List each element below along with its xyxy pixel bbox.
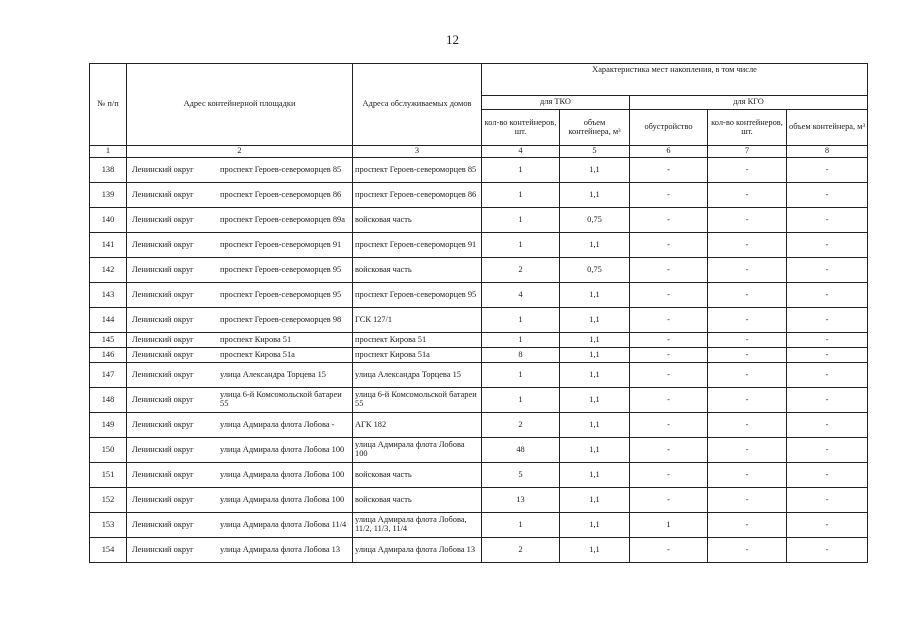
- table-row: [90, 183, 868, 208]
- street: проспект Героев-североморцев 95: [220, 289, 342, 299]
- row-num: 152: [90, 488, 127, 513]
- served-houses: проспект Кирова 51а: [353, 348, 482, 363]
- row-num: 139: [90, 183, 127, 208]
- street: проспект Кирова 51а: [220, 349, 295, 359]
- district: Ленинский округ: [132, 189, 194, 199]
- street: улица Адмирала флота Лобова -: [220, 419, 335, 429]
- kgo-count: -: [708, 308, 787, 333]
- header-kgo: для КГО: [630, 96, 868, 110]
- kgo-setup: -: [630, 538, 708, 563]
- tko-volume: 1,1: [560, 513, 630, 538]
- district: Ленинский округ: [132, 164, 194, 174]
- kgo-setup: -: [630, 333, 708, 348]
- row-num: 141: [90, 233, 127, 258]
- tko-count: 1: [482, 233, 560, 258]
- kgo-volume: -: [787, 308, 868, 333]
- table-row: [90, 388, 868, 413]
- col-number: 5: [560, 146, 630, 158]
- kgo-volume: -: [787, 333, 868, 348]
- kgo-setup: -: [630, 348, 708, 363]
- kgo-count: -: [708, 283, 787, 308]
- site-address: [127, 348, 353, 363]
- site-address: [127, 208, 353, 233]
- tko-count: 5: [482, 463, 560, 488]
- row-num: 143: [90, 283, 127, 308]
- header-tko: для ТКО: [482, 96, 630, 110]
- kgo-setup: -: [630, 488, 708, 513]
- tko-volume: 0,75: [560, 208, 630, 233]
- street: проспект Героев-североморцев 95: [220, 264, 342, 274]
- kgo-count: -: [708, 538, 787, 563]
- district: Ленинский округ: [132, 544, 194, 554]
- kgo-setup: -: [630, 283, 708, 308]
- tko-volume: 1,1: [560, 363, 630, 388]
- kgo-count: -: [708, 513, 787, 538]
- header-kgo-setup: обустройство: [630, 110, 708, 146]
- street: проспект Героев-североморцев 89а: [220, 214, 345, 224]
- kgo-setup: -: [630, 158, 708, 183]
- served-houses: улица 6-й Комсомольской батареи 55: [353, 388, 482, 413]
- kgo-volume: -: [787, 363, 868, 388]
- served-houses: войсковая часть: [353, 488, 482, 513]
- table-row: [90, 258, 868, 283]
- kgo-setup: -: [630, 208, 708, 233]
- tko-volume: 1,1: [560, 348, 630, 363]
- district: Ленинский округ: [132, 369, 194, 379]
- site-address: [127, 258, 353, 283]
- col-number: 8: [787, 146, 868, 158]
- tko-volume: 1,1: [560, 438, 630, 463]
- row-num: 151: [90, 463, 127, 488]
- served-houses: улица Александра Торцева 15: [353, 363, 482, 388]
- kgo-setup: -: [630, 363, 708, 388]
- row-num: 147: [90, 363, 127, 388]
- tko-count: 13: [482, 488, 560, 513]
- street: улица Адмирала флота Лобова 100: [220, 444, 345, 454]
- site-address: [127, 538, 353, 563]
- served-houses: ГСК 127/1: [353, 308, 482, 333]
- table-row: [90, 413, 868, 438]
- table-row: [90, 308, 868, 333]
- tko-count: 2: [482, 413, 560, 438]
- tko-volume: 0,75: [560, 258, 630, 283]
- site-address: [127, 333, 353, 348]
- kgo-count: -: [708, 183, 787, 208]
- site-address: [127, 413, 353, 438]
- kgo-count: -: [708, 388, 787, 413]
- table-row: [90, 208, 868, 233]
- tko-count: 1: [482, 363, 560, 388]
- header-kgo-count: кол-во контейнеров, шт.: [708, 110, 787, 146]
- site-address: [127, 363, 353, 388]
- served-houses: улица Адмирала флота Лобова, 11/2, 11/3, 11/4: [353, 513, 482, 538]
- kgo-setup: -: [630, 463, 708, 488]
- kgo-setup: -: [630, 388, 708, 413]
- row-num: 146: [90, 348, 127, 363]
- tko-volume: 1,1: [560, 183, 630, 208]
- district: Ленинский округ: [132, 264, 194, 274]
- district: Ленинский округ: [132, 334, 194, 344]
- street: проспект Кирова 51: [220, 334, 292, 344]
- district: Ленинский округ: [132, 469, 194, 479]
- row-num: 145: [90, 333, 127, 348]
- kgo-setup: -: [630, 308, 708, 333]
- site-address: [127, 438, 353, 463]
- street: улица Александра Торцева 15: [220, 369, 326, 379]
- tko-count: 48: [482, 438, 560, 463]
- kgo-volume: -: [787, 183, 868, 208]
- row-num: 144: [90, 308, 127, 333]
- kgo-volume: -: [787, 388, 868, 413]
- district: Ленинский округ: [132, 394, 194, 404]
- tko-volume: 1,1: [560, 388, 630, 413]
- table-row: [90, 233, 868, 258]
- tko-count: 1: [482, 158, 560, 183]
- site-address: [127, 283, 353, 308]
- tko-volume: 1,1: [560, 488, 630, 513]
- kgo-setup: -: [630, 438, 708, 463]
- col-number: 3: [353, 146, 482, 158]
- kgo-count: -: [708, 413, 787, 438]
- served-houses: проспект Героев-североморцев 85: [353, 158, 482, 183]
- district: Ленинский округ: [132, 444, 194, 454]
- served-houses: войсковая часть: [353, 258, 482, 283]
- tko-count: 4: [482, 283, 560, 308]
- tko-count: 1: [482, 308, 560, 333]
- served-houses: проспект Героев-североморцев 91: [353, 233, 482, 258]
- tko-volume: 1,1: [560, 333, 630, 348]
- header-tko-count: кол-во контейнеров, шт.: [482, 110, 560, 146]
- street: проспект Героев-североморцев 98: [220, 314, 342, 324]
- street: проспект Героев-североморцев 86: [220, 189, 342, 199]
- site-address: [127, 463, 353, 488]
- served-houses: проспект Героев-североморцев 86: [353, 183, 482, 208]
- served-houses: улица Адмирала флота Лобова 100: [353, 438, 482, 463]
- served-houses: проспект Кирова 51: [353, 333, 482, 348]
- table-row: [90, 283, 868, 308]
- served-houses: войсковая часть: [353, 463, 482, 488]
- site-address: [127, 513, 353, 538]
- street: улица Адмирала флота Лобова 100: [220, 469, 345, 479]
- served-houses: войсковая часть: [353, 208, 482, 233]
- street: проспект Героев-североморцев 85: [220, 164, 342, 174]
- tko-volume: 1,1: [560, 463, 630, 488]
- row-num: 138: [90, 158, 127, 183]
- site-address: [127, 308, 353, 333]
- kgo-volume: -: [787, 463, 868, 488]
- served-houses: проспект Героев-североморцев 95: [353, 283, 482, 308]
- kgo-setup: -: [630, 413, 708, 438]
- table-row: [90, 333, 868, 348]
- table-row: [90, 463, 868, 488]
- tko-volume: 1,1: [560, 308, 630, 333]
- kgo-volume: -: [787, 538, 868, 563]
- col-number: 2: [127, 146, 353, 158]
- kgo-count: -: [708, 333, 787, 348]
- row-num: 150: [90, 438, 127, 463]
- site-address: [127, 158, 353, 183]
- street: улица Адмирала флота Лобова 100: [220, 494, 345, 504]
- kgo-volume: -: [787, 283, 868, 308]
- kgo-count: -: [708, 363, 787, 388]
- table-row: [90, 488, 868, 513]
- col-number: 7: [708, 146, 787, 158]
- tko-count: 1: [482, 183, 560, 208]
- site-address: [127, 183, 353, 208]
- tko-count: 1: [482, 513, 560, 538]
- row-num: 148: [90, 388, 127, 413]
- kgo-count: -: [708, 158, 787, 183]
- kgo-volume: -: [787, 488, 868, 513]
- tko-volume: 1,1: [560, 413, 630, 438]
- site-address: [127, 488, 353, 513]
- kgo-count: -: [708, 438, 787, 463]
- tko-count: 1: [482, 208, 560, 233]
- kgo-volume: -: [787, 158, 868, 183]
- col-number: 1: [90, 146, 127, 158]
- tko-volume: 1,1: [560, 283, 630, 308]
- table-row: [90, 348, 868, 363]
- district: Ленинский округ: [132, 289, 194, 299]
- tko-volume: 1,1: [560, 233, 630, 258]
- district: Ленинский округ: [132, 519, 194, 529]
- served-houses: улица Адмирала флота Лобова 13: [353, 538, 482, 563]
- tko-count: 2: [482, 538, 560, 563]
- kgo-volume: -: [787, 233, 868, 258]
- kgo-setup: 1: [630, 513, 708, 538]
- kgo-count: -: [708, 488, 787, 513]
- header-kgo-volume: объем контейнера, м³: [787, 110, 868, 146]
- header-address: Адрес контейнерной площадки: [127, 64, 353, 146]
- row-num: 154: [90, 538, 127, 563]
- kgo-volume: -: [787, 348, 868, 363]
- kgo-volume: -: [787, 413, 868, 438]
- table-row: [90, 158, 868, 183]
- kgo-setup: -: [630, 258, 708, 283]
- tko-count: 2: [482, 258, 560, 283]
- container-sites-table: [89, 63, 868, 563]
- tko-volume: 1,1: [560, 538, 630, 563]
- kgo-volume: -: [787, 258, 868, 283]
- street: улица Адмирала флота Лобова 13: [220, 544, 341, 554]
- kgo-count: -: [708, 233, 787, 258]
- district: Ленинский округ: [132, 314, 194, 324]
- district: Ленинский округ: [132, 349, 194, 359]
- header-served-houses: Адреса обслуживаемых домов: [353, 64, 482, 146]
- kgo-count: -: [708, 208, 787, 233]
- district: Ленинский округ: [132, 239, 194, 249]
- row-num: 153: [90, 513, 127, 538]
- kgo-setup: -: [630, 233, 708, 258]
- kgo-count: -: [708, 463, 787, 488]
- table-row: [90, 363, 868, 388]
- site-address: [127, 233, 353, 258]
- site-address: [127, 388, 353, 413]
- table-row: [90, 538, 868, 563]
- row-num: 140: [90, 208, 127, 233]
- kgo-volume: -: [787, 438, 868, 463]
- street: улица 6-й Комсомольской батареи 55: [220, 390, 342, 408]
- kgo-volume: -: [787, 513, 868, 538]
- district: Ленинский округ: [132, 494, 194, 504]
- kgo-count: -: [708, 258, 787, 283]
- table-row: [90, 513, 868, 538]
- table-row: [90, 438, 868, 463]
- col-number: 4: [482, 146, 560, 158]
- row-num: 149: [90, 413, 127, 438]
- page-number: 12: [446, 32, 459, 47]
- tko-volume: 1,1: [560, 158, 630, 183]
- header-characteristics: Характеристика мест накопления, в том числе: [482, 64, 868, 96]
- street: улица Адмирала флота Лобова 11/4: [220, 519, 347, 529]
- street: проспект Героев-североморцев 91: [220, 239, 342, 249]
- district: Ленинский округ: [132, 214, 194, 224]
- col-number: 6: [630, 146, 708, 158]
- tko-count: 1: [482, 333, 560, 348]
- served-houses: АГК 182: [353, 413, 482, 438]
- kgo-volume: -: [787, 208, 868, 233]
- tko-count: 8: [482, 348, 560, 363]
- kgo-count: -: [708, 348, 787, 363]
- row-num: 142: [90, 258, 127, 283]
- district: Ленинский округ: [132, 419, 194, 429]
- header-tko-volume: объем контейнера, м³: [560, 110, 630, 146]
- tko-count: 1: [482, 388, 560, 413]
- kgo-setup: -: [630, 183, 708, 208]
- header-num: № п/п: [90, 64, 127, 146]
